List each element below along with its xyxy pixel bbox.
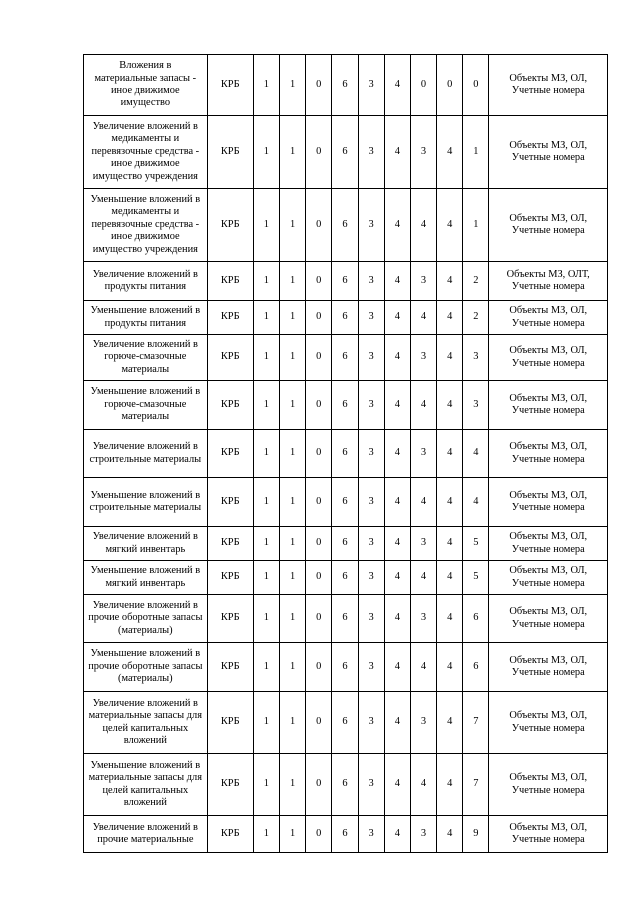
analytics-objects-cell: Объекты МЗ, ОЛ, Учетные номера [489,754,608,816]
table-row [84,816,608,853]
account-digit-cell: 0 [306,116,332,189]
account-digit-cell: 3 [463,335,489,381]
account-digit-cell: 4 [410,561,436,595]
analytics-objects-cell: Объекты МЗ, ОЛ, Учетные номера [489,301,608,335]
account-digit-cell: 7 [463,754,489,816]
account-digit-cell: 6 [332,754,358,816]
account-digit-cell: 2 [463,262,489,301]
account-digit-cell: 4 [410,478,436,527]
account-digit-cell: 6 [332,116,358,189]
row-name-cell: Уменьшение вложений в мягкий инвентарь [84,561,208,595]
row-name-cell: Увеличение вложений в продукты питания [84,262,208,301]
account-digit-cell: 6 [463,643,489,692]
account-digit-cell: 4 [437,816,463,853]
table-row [84,561,608,595]
analytics-objects-cell: Объекты МЗ, ОЛ, Учетные номера [489,381,608,430]
account-digit-cell: 0 [437,55,463,116]
account-digit-cell: 1 [253,478,279,527]
source-code-cell: КРБ [207,478,253,527]
account-digit-cell: 3 [358,55,384,116]
table-row [84,301,608,335]
account-digit-cell: 4 [463,430,489,478]
account-digit-cell: 0 [306,189,332,262]
row-name-cell: Увеличение вложений в горюче-смазочные материалы [84,335,208,381]
account-digit-cell: 1 [279,754,305,816]
account-digit-cell: 4 [384,643,410,692]
account-digit-cell: 1 [253,595,279,643]
account-digit-cell: 3 [358,692,384,754]
account-digit-cell: 0 [306,478,332,527]
analytics-objects-cell: Объекты МЗ, ОЛ, Учетные номера [489,692,608,754]
account-digit-cell: 4 [384,561,410,595]
source-code-cell: КРБ [207,561,253,595]
account-digit-cell: 3 [358,301,384,335]
account-digit-cell: 3 [358,816,384,853]
account-digit-cell: 1 [279,430,305,478]
account-digit-cell: 0 [306,381,332,430]
account-digit-cell: 1 [279,478,305,527]
account-digit-cell: 1 [253,816,279,853]
analytics-objects-cell: Объекты МЗ, ОЛ, Учетные номера [489,335,608,381]
account-digit-cell: 4 [437,643,463,692]
account-digit-cell: 3 [463,381,489,430]
account-digit-cell: 4 [384,478,410,527]
account-digit-cell: 4 [384,430,410,478]
row-name-cell: Уменьшение вложений в материальные запасы для целей капитальных вложений [84,754,208,816]
account-digit-cell: 3 [410,692,436,754]
account-digit-cell: 1 [253,301,279,335]
account-digit-cell: 4 [384,262,410,301]
table-row [84,754,608,816]
source-code-cell: КРБ [207,116,253,189]
account-digit-cell: 1 [279,595,305,643]
account-digit-cell: 6 [332,301,358,335]
account-digit-cell: 9 [463,816,489,853]
account-digit-cell: 2 [463,301,489,335]
analytics-objects-cell: Объекты МЗ, ОЛ, Учетные номера [489,561,608,595]
analytics-objects-cell: Объекты МЗ, ОЛ, Учетные номера [489,595,608,643]
account-digit-cell: 4 [437,189,463,262]
row-name-cell: Увеличение вложений в строительные материалы [84,430,208,478]
account-digit-cell: 3 [358,335,384,381]
table-row [84,116,608,189]
account-digit-cell: 6 [332,262,358,301]
account-digit-cell: 1 [253,692,279,754]
account-digit-cell: 7 [463,692,489,754]
account-digit-cell: 6 [332,55,358,116]
account-digit-cell: 0 [306,643,332,692]
account-digit-cell: 0 [306,816,332,853]
account-digit-cell: 4 [437,335,463,381]
analytics-objects-cell: Объекты МЗ, ОЛ, Учетные номера [489,189,608,262]
analytics-objects-cell: Объекты МЗ, ОЛ, Учетные номера [489,643,608,692]
account-digit-cell: 4 [437,527,463,561]
account-digit-cell: 4 [437,478,463,527]
account-digit-cell: 0 [306,335,332,381]
account-digit-cell: 4 [384,335,410,381]
source-code-cell: КРБ [207,595,253,643]
analytics-objects-cell: Объекты МЗ, ОЛ, Учетные номера [489,527,608,561]
account-digit-cell: 4 [384,595,410,643]
account-digit-cell: 3 [410,595,436,643]
source-code-cell: КРБ [207,335,253,381]
account-digit-cell: 4 [437,754,463,816]
source-code-cell: КРБ [207,643,253,692]
account-digit-cell: 4 [410,301,436,335]
row-name-cell: Уменьшение вложений в медикаменты и перевязочные средства - иное движимое имущество учреждения [84,189,208,262]
source-code-cell: КРБ [207,55,253,116]
account-digit-cell: 4 [437,262,463,301]
row-name-cell: Увеличение вложений в материальные запасы для целей капитальных вложений [84,692,208,754]
account-digit-cell: 3 [358,478,384,527]
account-digit-cell: 1 [279,301,305,335]
account-digit-cell: 1 [253,116,279,189]
account-digit-cell: 1 [253,561,279,595]
account-digit-cell: 0 [306,301,332,335]
table-row [84,527,608,561]
account-digit-cell: 4 [410,643,436,692]
analytics-objects-cell: Объекты МЗ, ОЛ, Учетные номера [489,478,608,527]
account-digit-cell: 4 [384,527,410,561]
account-digit-cell: 1 [279,335,305,381]
analytics-objects-cell: Объекты МЗ, ОЛ, Учетные номера [489,430,608,478]
account-digit-cell: 4 [410,754,436,816]
account-digit-cell: 1 [463,116,489,189]
account-digit-cell: 6 [332,381,358,430]
account-digit-cell: 5 [463,561,489,595]
account-digit-cell: 6 [332,816,358,853]
account-digit-cell: 6 [332,430,358,478]
account-digit-cell: 1 [279,262,305,301]
account-digit-cell: 0 [306,527,332,561]
source-code-cell: КРБ [207,262,253,301]
account-digit-cell: 4 [384,189,410,262]
account-digit-cell: 1 [279,527,305,561]
account-digit-cell: 3 [358,116,384,189]
account-digit-cell: 4 [437,595,463,643]
account-digit-cell: 1 [279,116,305,189]
account-digit-cell: 4 [437,301,463,335]
analytics-objects-cell: Объекты МЗ, ОЛ, Учетные номера [489,816,608,853]
account-digit-cell: 3 [358,643,384,692]
row-name-cell: Увеличение вложений в прочие оборотные запасы (материалы) [84,595,208,643]
account-digit-cell: 0 [306,262,332,301]
table-row [84,335,608,381]
account-digit-cell: 1 [279,816,305,853]
account-digit-cell: 1 [463,189,489,262]
table-row [84,692,608,754]
account-digit-cell: 0 [306,595,332,643]
account-digit-cell: 4 [384,55,410,116]
account-digit-cell: 0 [410,55,436,116]
account-digit-cell: 4 [463,478,489,527]
analytics-objects-cell: Объекты МЗ, ОЛТ, Учетные номера [489,262,608,301]
account-digit-cell: 4 [384,381,410,430]
row-name-cell: Увеличение вложений в медикаменты и перевязочные средства - иное движимое имущество учреждения [84,116,208,189]
account-digit-cell: 4 [384,301,410,335]
account-digit-cell: 1 [279,381,305,430]
account-digit-cell: 3 [410,527,436,561]
account-digit-cell: 6 [332,643,358,692]
table-row [84,262,608,301]
account-digit-cell: 3 [358,527,384,561]
account-digit-cell: 3 [410,262,436,301]
account-digit-cell: 6 [332,561,358,595]
source-code-cell: КРБ [207,381,253,430]
account-digit-cell: 5 [463,527,489,561]
table-row [84,595,608,643]
account-digit-cell: 1 [279,55,305,116]
account-digit-cell: 4 [437,381,463,430]
account-digit-cell: 3 [358,754,384,816]
account-digit-cell: 4 [437,692,463,754]
source-code-cell: КРБ [207,430,253,478]
account-digit-cell: 1 [253,754,279,816]
table-row [84,189,608,262]
table-row [84,55,608,116]
account-digit-cell: 0 [306,754,332,816]
account-digit-cell: 1 [253,430,279,478]
account-digit-cell: 3 [358,189,384,262]
account-digit-cell: 4 [437,561,463,595]
table-row [84,430,608,478]
account-digit-cell: 6 [332,478,358,527]
account-digit-cell: 3 [410,816,436,853]
account-digit-cell: 4 [384,754,410,816]
account-digit-cell: 6 [332,692,358,754]
source-code-cell: КРБ [207,301,253,335]
table-row [84,478,608,527]
account-digit-cell: 1 [279,561,305,595]
table-body [84,55,608,853]
row-name-cell: Уменьшение вложений в продукты питания [84,301,208,335]
account-digit-cell: 1 [253,643,279,692]
account-digit-cell: 4 [410,189,436,262]
account-digit-cell: 1 [253,55,279,116]
account-digit-cell: 4 [384,116,410,189]
account-digit-cell: 1 [279,643,305,692]
account-digit-cell: 3 [358,561,384,595]
account-digit-cell: 0 [306,430,332,478]
source-code-cell: КРБ [207,692,253,754]
accounts-table [83,54,608,853]
account-digit-cell: 6 [463,595,489,643]
account-digit-cell: 0 [463,55,489,116]
account-digit-cell: 6 [332,189,358,262]
row-name-cell: Уменьшение вложений в строительные материалы [84,478,208,527]
account-digit-cell: 4 [384,816,410,853]
account-digit-cell: 6 [332,335,358,381]
account-digit-cell: 1 [253,262,279,301]
account-digit-cell: 4 [384,692,410,754]
account-digit-cell: 0 [306,692,332,754]
analytics-objects-cell: Объекты МЗ, ОЛ, Учетные номера [489,55,608,116]
account-digit-cell: 1 [253,527,279,561]
account-digit-cell: 3 [358,262,384,301]
table-row [84,381,608,430]
account-digit-cell: 1 [253,189,279,262]
account-digit-cell: 1 [253,335,279,381]
account-digit-cell: 0 [306,55,332,116]
account-digit-cell: 3 [358,381,384,430]
account-digit-cell: 1 [279,692,305,754]
source-code-cell: КРБ [207,527,253,561]
table-row [84,643,608,692]
row-name-cell: Увеличение вложений в прочие материальные [84,816,208,853]
analytics-objects-cell: Объекты МЗ, ОЛ, Учетные номера [489,116,608,189]
account-digit-cell: 1 [253,381,279,430]
account-digit-cell: 3 [358,430,384,478]
account-digit-cell: 3 [410,430,436,478]
source-code-cell: КРБ [207,816,253,853]
row-name-cell: Уменьшение вложений в прочие оборотные запасы (материалы) [84,643,208,692]
account-digit-cell: 6 [332,595,358,643]
account-digit-cell: 3 [358,595,384,643]
account-digit-cell: 4 [410,381,436,430]
account-digit-cell: 3 [410,116,436,189]
account-digit-cell: 1 [279,189,305,262]
row-name-cell: Уменьшение вложений в горюче-смазочные материалы [84,381,208,430]
account-digit-cell: 4 [437,430,463,478]
row-name-cell: Вложения в материальные запасы - иное движимое имущество [84,55,208,116]
account-digit-cell: 3 [410,335,436,381]
account-digit-cell: 4 [437,116,463,189]
account-digit-cell: 6 [332,527,358,561]
source-code-cell: КРБ [207,189,253,262]
source-code-cell: КРБ [207,754,253,816]
row-name-cell: Увеличение вложений в мягкий инвентарь [84,527,208,561]
account-digit-cell: 0 [306,561,332,595]
